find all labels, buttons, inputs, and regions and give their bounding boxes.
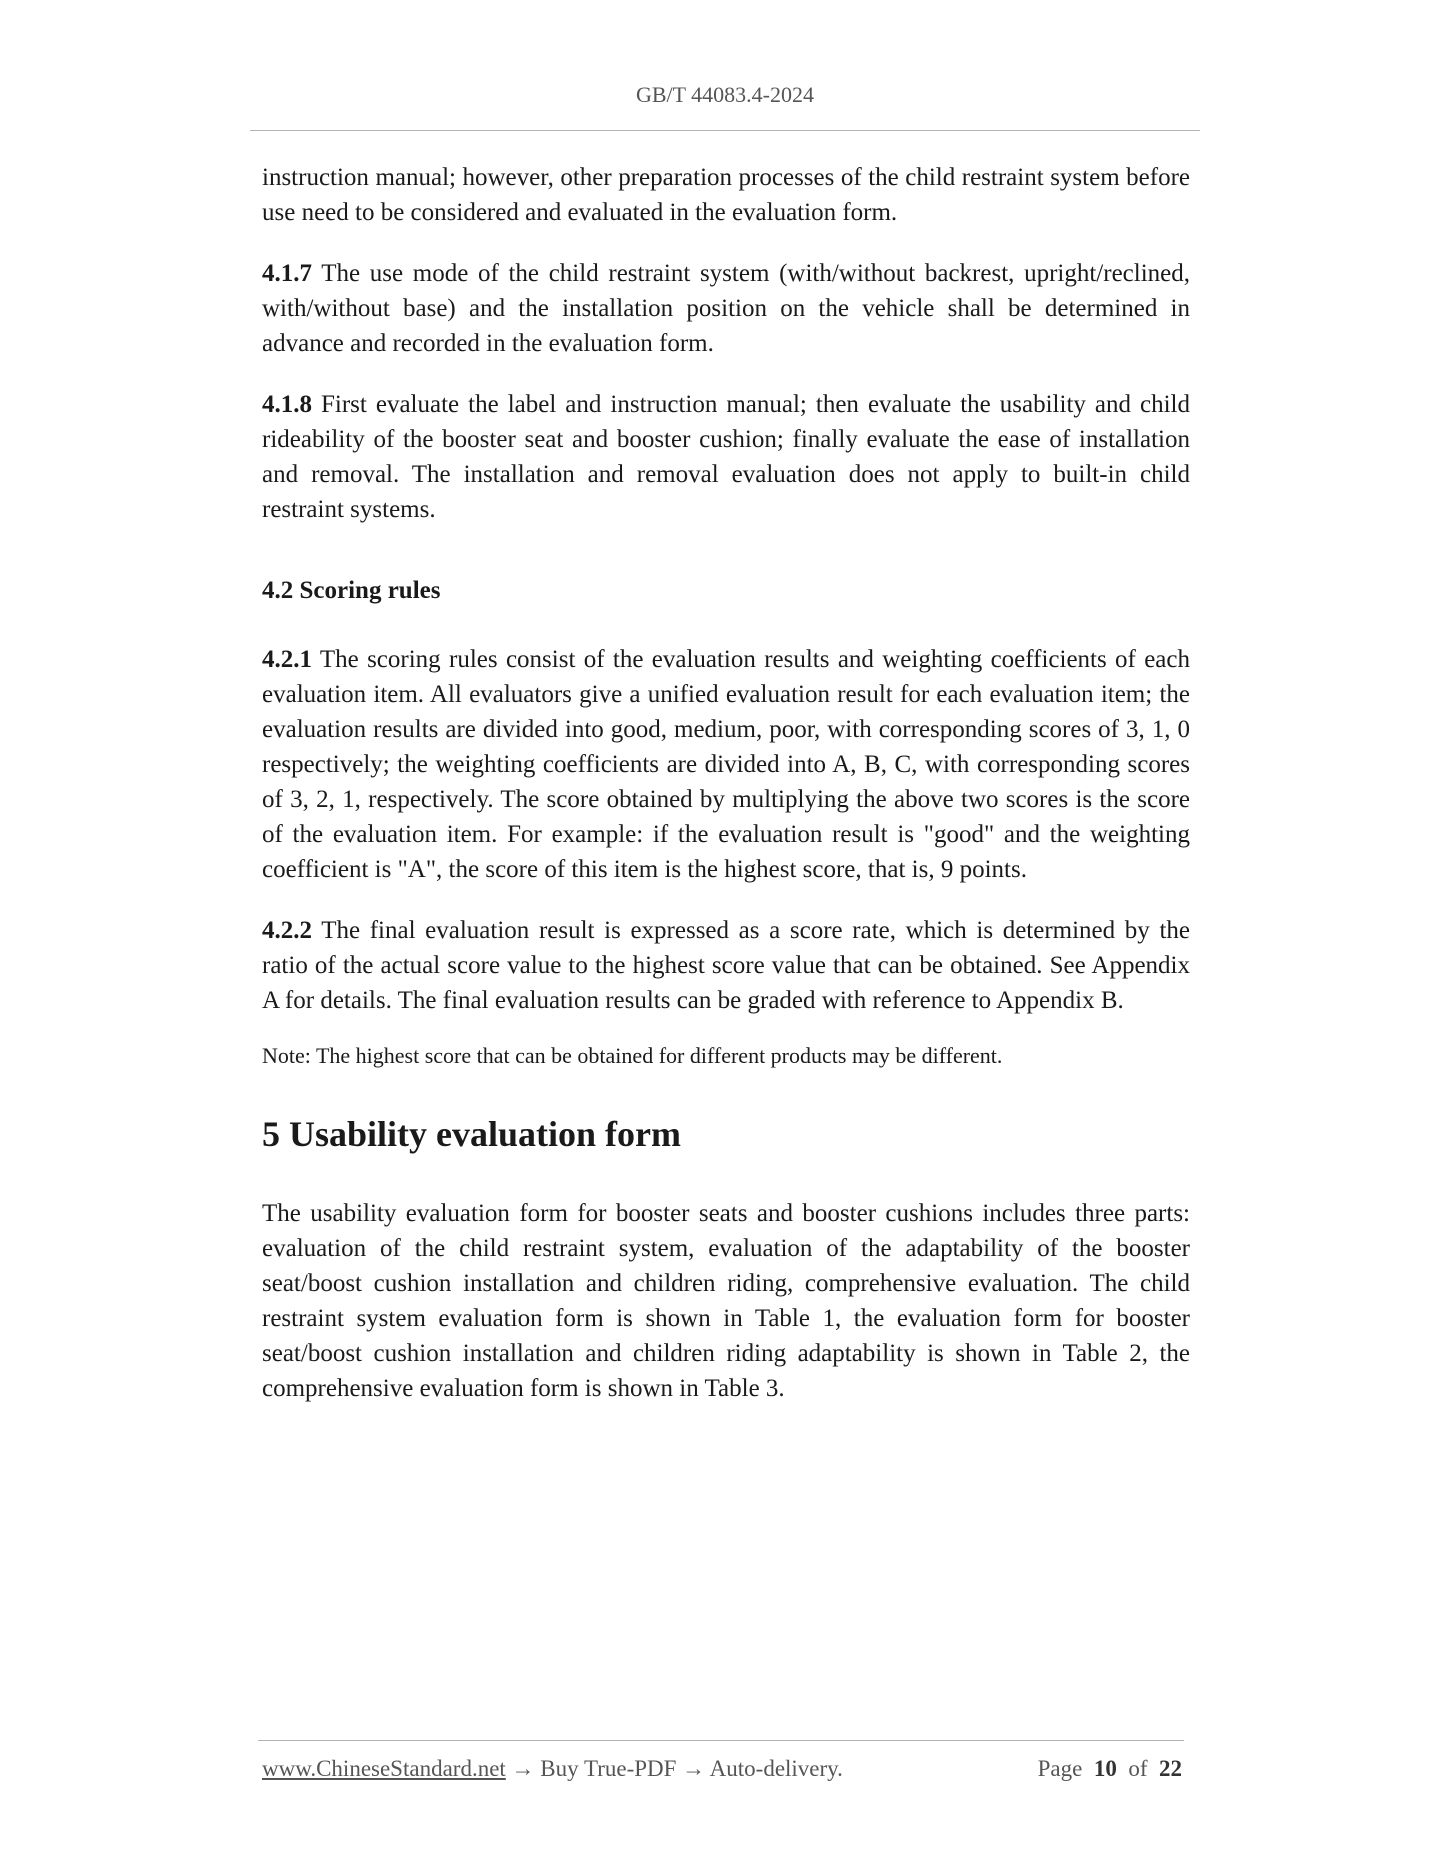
clause-text: The use mode of the child restraint system (with/without backrest, upright/reclined, with/without base) and the installation position on the vehicle shall be determined in advance and recorded in the evaluation form. bbox=[262, 260, 1190, 357]
clause-number: 4.1.7 bbox=[262, 260, 312, 287]
website-link[interactable]: www.ChineseStandard.net bbox=[262, 1756, 506, 1781]
continued-paragraph: instruction manual; however, other preparation processes of the child restraint system before use need to be considered and evaluated in the evaluation form. bbox=[262, 164, 1190, 226]
footer-divider bbox=[258, 1740, 1184, 1741]
footer-promo bbox=[262, 1756, 843, 1782]
clause-text: First evaluate the label and instruction manual; then evaluate the usability and child rideability of the booster seat and booster cushion; finally evaluate the ease of installation and removal. The installation and removal evaluation does not apply to built-in child restraint systems. bbox=[262, 391, 1190, 523]
chapter-heading-5: 5 Usability evaluation form bbox=[262, 1114, 681, 1154]
clause-4-2-1 bbox=[262, 642, 1190, 887]
note-text: Note: The highest score that can be obtained for different products may be different. bbox=[262, 1043, 1003, 1068]
clause-text: The final evaluation result is expressed as a score rate, which is determined by the ratio of the actual score value to the highest score value that can be obtained. See Appendix A for details. The final evaluation results can be graded with reference to Appendix B. bbox=[262, 917, 1190, 1014]
clause-4-1-8 bbox=[262, 387, 1190, 527]
clause-number: 4.1.8 bbox=[262, 391, 312, 418]
section-heading-4-2: 4.2 Scoring rules bbox=[262, 577, 441, 604]
clause-number: 4.2.1 bbox=[262, 646, 312, 673]
promo-text: → Buy True-PDF → Auto-delivery. bbox=[505, 1756, 843, 1781]
of-label: of bbox=[1128, 1756, 1148, 1781]
page-content bbox=[262, 160, 1190, 1432]
clause-4-1-7 bbox=[262, 256, 1190, 361]
page-number bbox=[1038, 1756, 1182, 1782]
chapter-5-paragraph: The usability evaluation form for booster seats and booster cushions includes three parts: evaluation of the child restraint system, evaluation of the adaptability of the booster seat/boost cushion installation and children riding, comprehensive evaluation. The child restraint system evaluation form is shown in Table 1, the evaluation form for booster seat/boost cushion installation and children riding adaptability is shown in Table 2, the comprehensive evaluation form is shown in Table 3. bbox=[262, 1200, 1190, 1402]
clause-number: 4.2.2 bbox=[262, 917, 312, 944]
clause-4-2-2 bbox=[262, 913, 1190, 1018]
header-divider bbox=[250, 130, 1200, 131]
clause-text: The scoring rules consist of the evaluation results and weighting coefficients of each evaluation item. All evaluators give a unified evaluation result for each evaluation item; the evaluation results are divided into good, medium, poor, with corresponding scores of 3, 1, 0 respectively; the weighting coefficients are divided into A, B, C, with corresponding scores of 3, 2, 1, respectively. The score obtained by multiplying the above two scores is the score of the evaluation item. For example: if the evaluation result is "good" and the weighting coefficient is "A", the score of this item is the highest score, that is, 9 points. bbox=[262, 646, 1190, 883]
total-pages: 22 bbox=[1159, 1756, 1182, 1781]
current-page: 10 bbox=[1093, 1756, 1117, 1781]
document-id-header: GB/T 44083.4-2024 bbox=[635, 82, 815, 107]
page-label: Page bbox=[1037, 1756, 1083, 1781]
